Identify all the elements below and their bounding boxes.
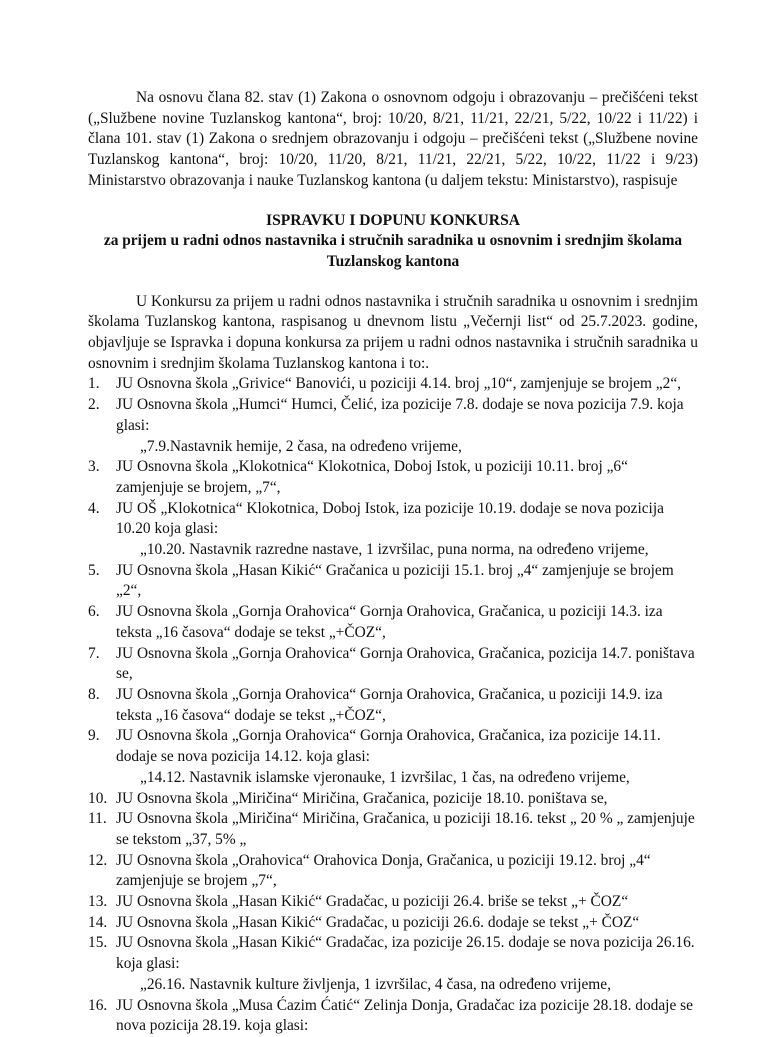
list-item xyxy=(88,809,698,850)
list-item-number: 13. xyxy=(88,893,108,911)
list-item-quote: „7.9.Nastavnik hemije, 2 časa, na određeno vrijeme, xyxy=(140,437,462,455)
document-title-block xyxy=(88,211,698,273)
list-item-text: JU Osnovna škola „Gornja Orahovica“ Gornja Orahovica, Gračanica, pozicija 14.7. poništava se, xyxy=(116,644,695,683)
list-item-number: 5. xyxy=(88,561,100,579)
list-item-text: JU Osnovna škola „Gornja Orahovica“ Gornja Orahovica, Gračanica, u poziciji 14.3. iza teksta „16 časova“ dodaje se tekst „+ČOZ“, xyxy=(116,603,663,641)
list-item-number: 10. xyxy=(88,789,108,807)
list-item xyxy=(88,561,698,602)
list-item-text: JU Osnovna škola „Klokotnica“ Klokotnica, Doboj Istok, u poziciji 10.11. broj „6“ zamjenjuje se brojem, „7“, xyxy=(116,458,628,496)
list-item xyxy=(88,913,698,934)
list-item-quote: „14.12. Nastavnik islamske vjeronauke, 1 izvršilac, 1 čas, na određeno vrijeme, xyxy=(140,768,630,786)
list-item-number: 15. xyxy=(88,934,108,952)
list-item xyxy=(88,374,698,395)
list-item-text: JU Osnovna škola „Hasan Kikić“ Gradačac, u poziciji 26.6. dodaje se tekst „+ ČOZ“ xyxy=(116,913,640,931)
body-paragraph: U Konkursu za prijem u radni odnos nastavnika i stručnih saradnika u osnovnim i srednjim školama Tuzlanskog kantona, raspisanog u dnevnom listu „Večernji list“ od 25.7.2023. godine, objavljuje se Ispravka i dopuna konkursa za prijem u radni odnos nastavnika i stručnih saradnika u osnovnim i srednjim školama Tuzlanskog kantona i to:. xyxy=(88,292,698,372)
list-item xyxy=(88,395,698,457)
list-item-number: 1. xyxy=(88,375,100,393)
list-item-number: 7. xyxy=(88,644,100,662)
list-item-number: 3. xyxy=(88,458,100,476)
list-item xyxy=(88,851,698,892)
list-item-text: JU Osnovna škola „Hasan Kikić“ Gradačac, u poziciji 26.4. briše se tekst „+ ČOZ“ xyxy=(116,893,629,911)
list-item-text: JU OŠ „Klokotnica“ Klokotnica, Doboj Istok, iza pozicije 10.19. dodaje se nova pozicija 10.20 koja glasi: xyxy=(116,499,664,538)
list-item xyxy=(88,933,698,995)
list-item-text: JU Osnovna škola „Musa Ćazim Ćatić“ Zelinja Donja, Gradačac iza pozicije 28.18. dodaje se nova pozicija 28.19. koja glasi: xyxy=(116,996,693,1035)
list-item-quote: „10.20. Nastavnik razredne nastave, 1 izvršilac, puna norma, na određeno vrijeme, xyxy=(140,541,649,559)
list-item-text: JU Osnovna škola „Orahovica“ Orahovica Donja, Gračanica, u poziciji 19.12. broj „4“ zamjenjuje se brojem „7“, xyxy=(116,851,651,890)
document-subtitle: za prijem u radni odnos nastavnika i stručnih saradnika u osnovnim i srednjim školama Tuzlanskog kantona xyxy=(103,232,683,270)
list-item-text: JU Osnovna škola „Gornja Orahovica“ Gornja Orahovica, Gračanica, iza pozicije 14.11. dodaje se nova pozicija 14.12. koja glasi: xyxy=(116,727,661,766)
list-item-text: JU Osnovna škola „Humci“ Humci, Čelić, iza pozicije 7.8. dodaje se nova pozicija 7.9. koja glasi: xyxy=(116,396,684,434)
list-item-quote: „26.16. Nastavnik kulture življenja, 1 izvršilac, 4 časa, na određeno vrijeme, xyxy=(140,975,611,993)
list-item-number: 4. xyxy=(88,499,100,517)
list-item-number: 2. xyxy=(88,396,100,414)
list-item-text: JU Osnovna škola „Hasan Kikić“ Gradačac, iza pozicije 26.15. dodaje se nova pozicija 26.16. koja glasi: xyxy=(116,934,695,973)
list-item xyxy=(88,726,698,788)
list-item xyxy=(88,685,698,726)
amendment-list xyxy=(88,374,698,1037)
list-item-number: 9. xyxy=(88,727,100,745)
list-item-number: 16. xyxy=(88,996,108,1014)
list-item-text: JU Osnovna škola „Grivice“ Banovići, u poziciji 4.14. broj „10“, zamjenjuje se brojem „2“, xyxy=(116,375,682,393)
list-item-text: JU Osnovna škola „Miričina“ Miričina, Gračanica, u poziciji 18.16. tekst „ 20 % „ zamjenjuje se tekstom „37, 5% „ xyxy=(116,810,695,848)
document-title: ISPRAVKU I DOPUNU KONKURSA xyxy=(266,211,520,229)
list-item xyxy=(88,644,698,685)
list-item-number: 12. xyxy=(88,851,108,869)
list-item-number: 6. xyxy=(88,603,100,621)
list-item xyxy=(88,457,698,498)
list-item-number: 14. xyxy=(88,913,108,931)
list-item-text: JU Osnovna škola „Hasan Kikić“ Gračanica u poziciji 15.1. broj „4“ zamjenjuje se brojem „2“, xyxy=(116,561,674,600)
list-item-number: 11. xyxy=(88,810,107,828)
list-item xyxy=(88,602,698,643)
list-item xyxy=(88,499,698,561)
list-item xyxy=(88,789,698,810)
list-item-number: 8. xyxy=(88,685,100,703)
list-item xyxy=(88,892,698,913)
intro-paragraph: Na osnovu člana 82. stav (1) Zakona o osnovnom odgoju i obrazovanju – prečišćeni tekst („Službene novine Tuzlanskog kantona“, broj: 10/20, 8/21, 11/21, 22/21, 5/22, 10/22 i 11/22) i člana 101. stav (1) Zakona o srednjem obrazovanju i odgoju – prečišćeni tekst („Službene novine Tuzlanskog kantona“, broj: 10/20, 11/20, 8/21, 11/21, 22/21, 5/22, 10/22, 11/22 i 9/23) Ministarstvo obrazovanja i nauke Tuzlanskog kantona (u daljem tekstu: Ministarstvo), raspisuje xyxy=(88,89,698,189)
list-item-text: JU Osnovna škola „Miričina“ Miričina, Gračanica, pozicije 18.10. poništava se, xyxy=(116,789,608,807)
list-item-text: JU Osnovna škola „Gornja Orahovica“ Gornja Orahovica, Gračanica, u poziciji 14.9. iza teksta „16 časova“ dodaje se tekst „+ČOZ“, xyxy=(116,685,663,724)
list-item xyxy=(88,996,698,1037)
